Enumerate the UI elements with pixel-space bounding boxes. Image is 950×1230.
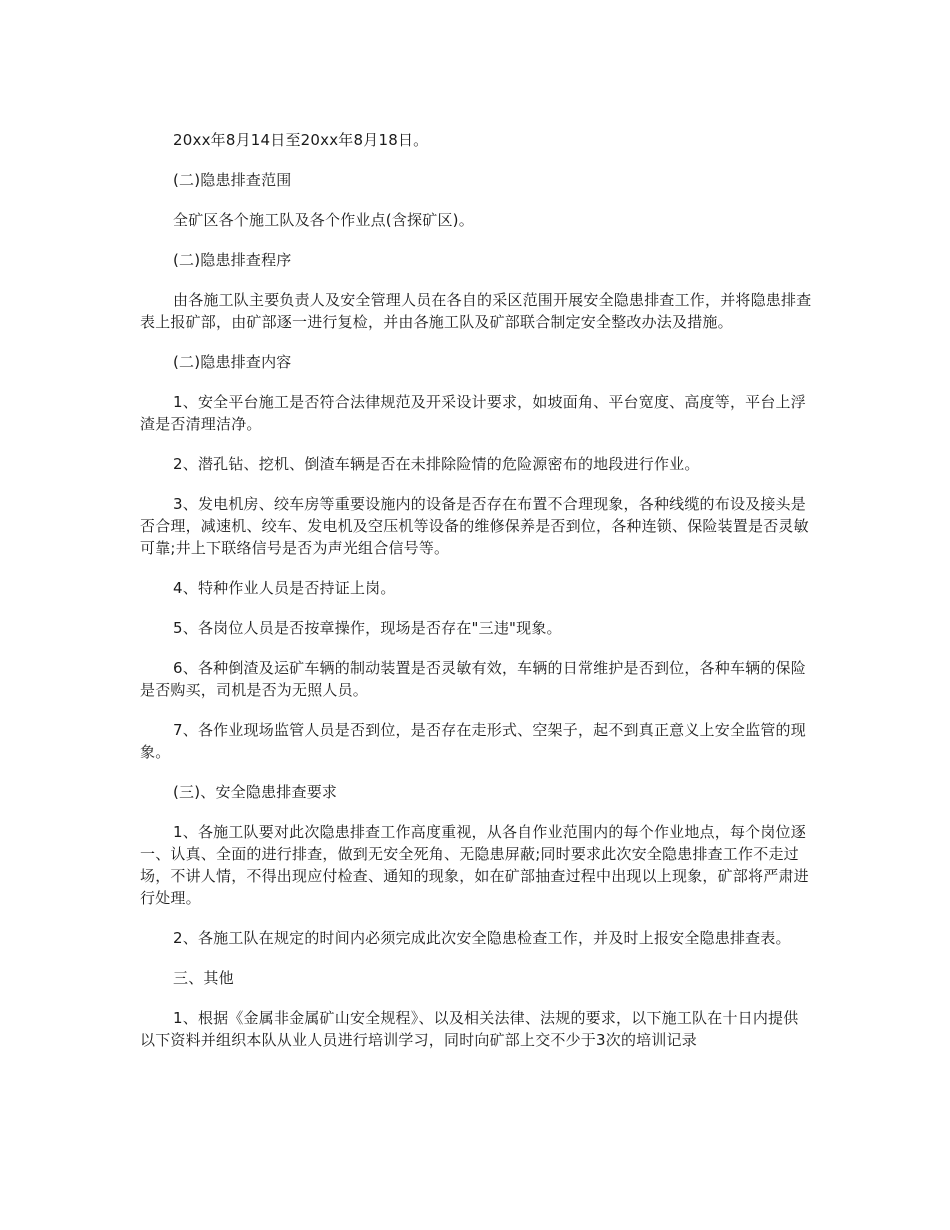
content-item-4: 4、特种作业人员是否持证上岗。 [173, 579, 396, 597]
content-item-6: 6、各种倒渣及运矿车辆的制动装置是否灵敏有效，车辆的日常维护是否到位，各种车辆的保险是否购买，司机是否为无照人员。 [140, 659, 806, 699]
document-body [140, 129, 812, 1069]
date-range-paragraph: 20xx年8月14日至20xx年8月18日。 [173, 131, 429, 149]
content-item-7: 7、各作业现场监管人员是否到位，是否存在走形式、空架子，起不到真正意义上安全监管的现象。 [140, 721, 806, 761]
content-item-5: 5、各岗位人员是否按章操作，现场是否存在"三违"现象。 [173, 619, 562, 637]
content-item-1: 1、安全平台施工是否符合法律规范及开采设计要求，如坡面角、平台宽度、高度等，平台上浮渣是否清理洁净。 [140, 393, 806, 433]
section-heading-other: 三、其他 [173, 969, 234, 987]
requirement-item-2: 2、各施工队在规定的时间内必须完成此次安全隐患检查工作，并及时上报安全隐患排查表。 [173, 929, 791, 947]
other-item-1: 1、根据《金属非金属矿山安全规程》、以及相关法律、法规的要求，以下施工队在十日内提供以下资料并组织本队从业人员进行培训学习，同时向矿部上交不少于3次的培训记录 [140, 1009, 799, 1049]
section-heading-scope: (二)隐患排查范围 [173, 171, 292, 189]
section-heading-requirements: (三)、安全隐患排查要求 [173, 783, 338, 801]
section-heading-content: (二)隐患排查内容 [173, 353, 292, 371]
content-item-3: 3、发电机房、绞车房等重要设施内的设备是否存在布置不合理现象，各种线缆的布设及接头是否合理，减速机、绞车、发电机及空压机等设备的维修保养是否到位，各种连锁、保险装置是否灵敏可靠;井上下联络信号是否为声光组合信号等。 [140, 495, 809, 557]
content-item-2: 2、潜孔钻、挖机、倒渣车辆是否在未排除险情的危险源密布的地段进行作业。 [173, 455, 700, 473]
requirement-item-1: 1、各施工队要对此次隐患排查工作高度重视，从各自作业范围内的每个作业地点，每个岗位逐一、认真、全面的进行排查，做到无安全死角、无隐患屏蔽;同时要求此次安全隐患排查工作不走过场，不讲人情，不得出现应付检查、通知的现象，如在矿部抽查过程中出现以上现象，矿部将严肃进行处理。 [140, 823, 809, 907]
procedure-paragraph: 由各施工队主要负责人及安全管理人员在各自的采区范围开展安全隐患排查工作，并将隐患排查表上报矿部，由矿部逐一进行复检，并由各施工队及矿部联合制定安全整改办法及措施。 [140, 291, 812, 331]
section-heading-procedure: (二)隐患排查程序 [173, 251, 292, 269]
scope-paragraph: 全矿区各个施工队及各个作业点(含探矿区)。 [173, 211, 474, 229]
